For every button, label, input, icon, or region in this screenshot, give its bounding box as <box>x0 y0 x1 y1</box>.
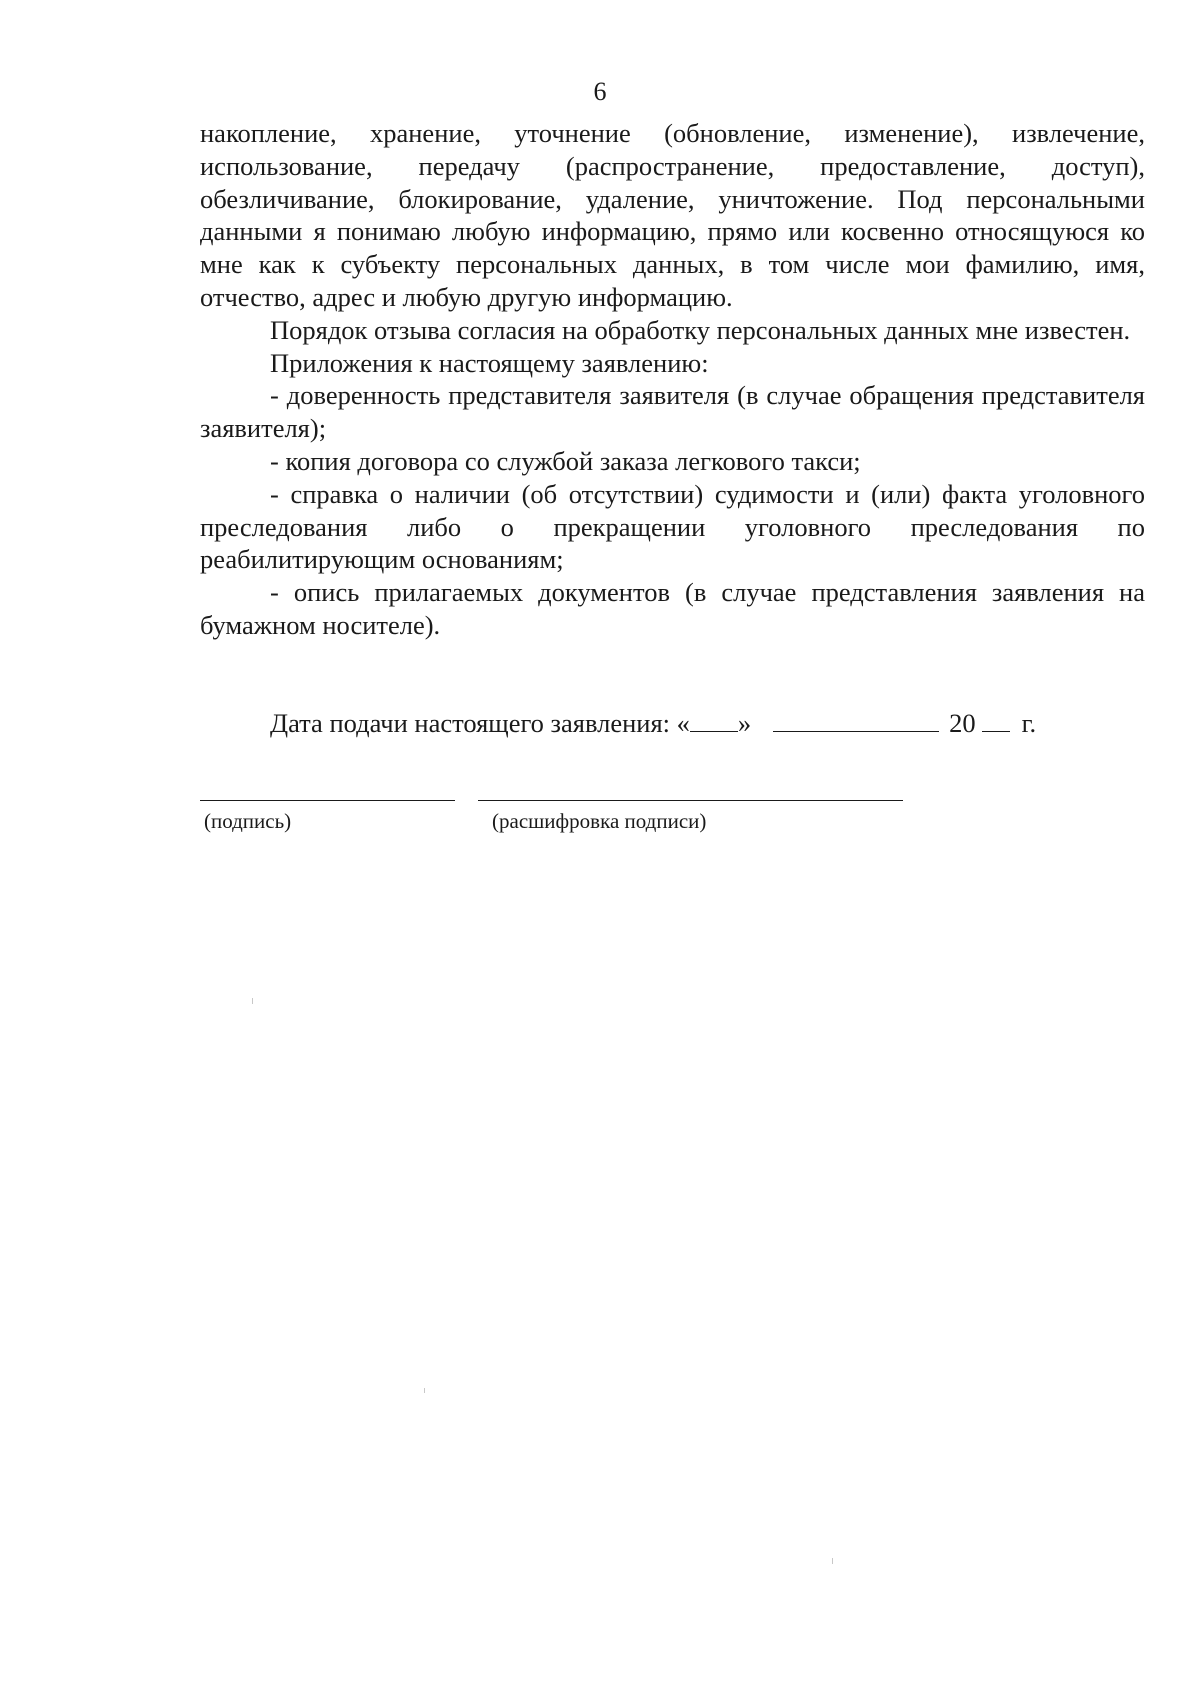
signature-line <box>200 800 455 801</box>
scan-artifact <box>252 998 253 1004</box>
scan-artifact <box>424 1388 425 1393</box>
attachment-item-power-of-attorney: - доверенность представителя заявителя (в случае обращения представителя заявителя); <box>200 380 1145 444</box>
year-blank <box>982 709 1010 732</box>
attachment-item-document-inventory: - опись прилагаемых документов (в случае представления заявления на бумажном носителе). <box>200 577 1145 640</box>
signature-decoding-line <box>478 800 903 801</box>
paragraph-withdrawal-procedure: Порядок отзыва согласия на обработку персональных данных мне известен. <box>270 314 1131 345</box>
attachment-item-criminal-record: - справка о наличии (об отсутствии) судимости и (или) факта уголовного преследования либо о прекращении уголовного преследования по реабилитирующим основаниям; <box>200 478 1145 575</box>
date-label: Дата подачи настоящего заявления: « <box>270 708 690 738</box>
paragraph-consent-actions: накопление, хранение, уточнение (обновление, изменение), извлечение, использование, передачу (распространение, предоставление, доступ), обезличивание, блокирование, удаление, уничтожение. Под персональными данными я понимаю любую информацию, прямо или косвенно относящуюся ко мне как к субъекту персональных данных, в том числе мои фамилию, имя, отчество, адрес и любую другую информацию. <box>200 118 1145 312</box>
scan-artifact <box>832 1558 833 1564</box>
day-blank <box>690 709 738 732</box>
signature-decoding-caption: (расшифровка подписи) <box>492 809 707 833</box>
body-text <box>200 117 1145 642</box>
attachment-item-taxi-contract: - копия договора со службой заказа легкового такси; <box>270 445 861 476</box>
year-suffix: г. <box>1021 708 1037 738</box>
submission-date-line <box>270 707 1036 739</box>
month-blank <box>773 709 939 732</box>
paragraph-attachments-heading: Приложения к настоящему заявлению: <box>270 347 709 378</box>
date-close-quote: » <box>737 708 752 738</box>
signature-caption: (подпись) <box>204 809 292 833</box>
year-prefix: 20 <box>949 708 976 738</box>
page-number: 6 <box>593 77 607 106</box>
